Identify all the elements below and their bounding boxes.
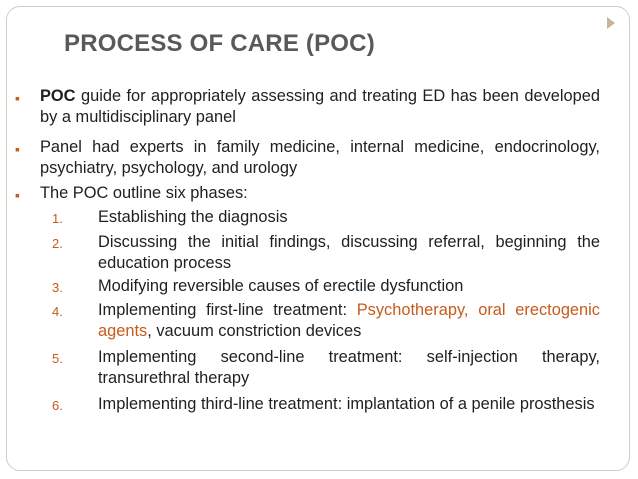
phase-item [52,394,600,415]
phase-text-pre: Implementing first-line treatment: [98,301,357,319]
phase-text: Implementing second-line treatment: self-injection therapy, transurethral therapy [98,348,600,387]
phase-number: 1. [52,211,63,226]
square-bullet-icon: ▪ [15,90,20,106]
phase-number: 6. [52,398,63,413]
phase-text-post: , vacuum constriction devices [147,322,362,340]
bullet-text: The POC outline six phases: [40,184,248,202]
phase-item [52,300,601,342]
bullet-text: guide for appropriately assessing and treating ED has been developed by a multidisciplinary panel [40,87,600,126]
phase-text: Discussing the initial findings, discussing referral, beginning the education process [98,233,600,272]
square-bullet-icon: ▪ [15,187,20,203]
slide-title: PROCESS OF CARE (POC) [64,30,375,57]
bullet-item [15,86,600,128]
bullet-bold-text: POC [40,87,76,105]
bullet-item [15,137,600,179]
bullet-text: Panel had experts in family medicine, internal medicine, endocrinology, psychiatry, psychology, and urology [40,138,600,177]
square-bullet-icon: ▪ [15,141,20,157]
phase-text: Establishing the diagnosis [98,208,288,226]
phase-item [52,347,600,389]
phase-item [52,232,600,274]
phase-number: 3. [52,280,63,295]
phase-item [52,276,600,297]
phase-text-highlight: Psychotherapy, oral erectogenic agents [98,301,601,340]
bullet-item [15,183,600,204]
phase-number: 4. [52,304,63,319]
phase-item [52,207,600,228]
phase-text: Modifying reversible causes of erectile dysfunction [98,277,464,295]
phase-text: Implementing third-line treatment: implantation of a penile prosthesis [98,395,595,413]
phase-number: 5. [52,351,63,366]
phase-number: 2. [52,236,63,251]
